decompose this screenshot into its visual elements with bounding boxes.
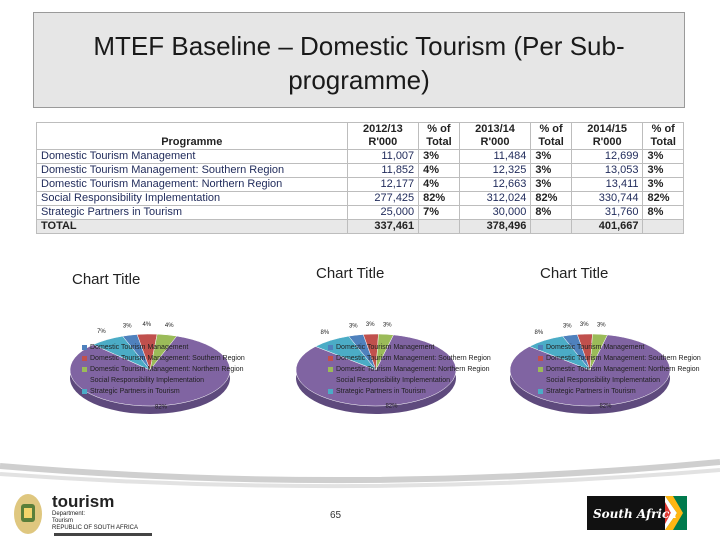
pie-data-label: 3% <box>596 322 606 329</box>
table-row <box>37 164 684 178</box>
pie-data-label: 8% <box>320 329 330 336</box>
pie-data-label: 7% <box>97 328 106 335</box>
pie-data-label: 3% <box>122 323 132 330</box>
legend-label: Domestic Tourism Management: Northern Region <box>90 366 244 373</box>
cell-percent: 3% <box>643 178 684 192</box>
legend-label: Domestic Tourism Management: Northern Region <box>336 366 490 373</box>
dept-line-3: REPUBLIC OF SOUTH AFRICA <box>52 525 139 531</box>
pie-data-label: 82% <box>599 403 612 410</box>
col-header-2012: 2012/13 R'000 <box>347 123 419 150</box>
table-row <box>37 178 684 192</box>
cell-percent: 3% <box>531 164 572 178</box>
col-header-pct-2012: % of Total <box>419 123 460 150</box>
legend-label: Strategic Partners in Tourism <box>336 388 426 395</box>
cell-percent: 3% <box>643 164 684 178</box>
cell-amount: 277,425 <box>347 192 419 206</box>
legend-swatch <box>538 356 543 361</box>
pie-data-label: 4% <box>142 322 152 329</box>
table-row <box>37 192 684 206</box>
legend-entry <box>328 386 491 397</box>
dept-line-1: Department: <box>52 511 86 517</box>
cell-percent: 7% <box>419 206 460 220</box>
cell-amount: 337,461 <box>347 220 419 234</box>
legend-swatch <box>82 345 87 350</box>
cell-amount: 25,000 <box>347 206 419 220</box>
pie-data-label: 82% <box>155 404 168 411</box>
dept-line-2: Tourism <box>52 518 74 524</box>
legend-swatch <box>82 367 87 372</box>
legend-label: Domestic Tourism Management: Northern Region <box>546 366 700 373</box>
pie-data-label: 3% <box>562 323 572 330</box>
pie-data-label: 4% <box>164 323 174 330</box>
cell-amount: 378,496 <box>459 220 531 234</box>
cell-amount: 11,484 <box>459 150 531 164</box>
cell-amount: 401,667 <box>571 220 643 234</box>
legend-label: Social Responsibility Implementation <box>90 377 204 384</box>
south-africa-logo-text: South Africa <box>593 507 678 521</box>
pie-data-label: 3% <box>382 322 392 329</box>
col-header-2014: 2014/15 R'000 <box>571 123 643 150</box>
cell-amount: 12,325 <box>459 164 531 178</box>
legend-entry <box>538 353 701 364</box>
cell-amount: 12,663 <box>459 178 531 192</box>
cell-percent <box>531 220 572 234</box>
cell-percent: 8% <box>643 206 684 220</box>
table-total-row <box>37 220 684 234</box>
legend-label: Domestic Tourism Management: Southern Region <box>90 355 245 362</box>
cell-percent: 3% <box>531 178 572 192</box>
legend-swatch <box>328 378 333 383</box>
legend-label: Social Responsibility Implementation <box>546 377 660 384</box>
col-header-2013: 2013/14 R'000 <box>459 123 531 150</box>
legend-swatch <box>538 367 543 372</box>
legend-entry <box>538 364 701 375</box>
legend-entry <box>328 375 491 386</box>
chart-3-title: Chart Title <box>540 265 609 282</box>
cell-amount: 13,053 <box>571 164 643 178</box>
legend-label: Strategic Partners in Tourism <box>546 388 636 395</box>
legend-entry <box>538 375 701 386</box>
cell-amount: 13,411 <box>571 178 643 192</box>
cell-amount: 30,000 <box>459 206 531 220</box>
slide-title-box <box>33 12 685 108</box>
cell-percent: 4% <box>419 178 460 192</box>
legend-label: Strategic Partners in Tourism <box>90 388 180 395</box>
cell-percent: 4% <box>419 164 460 178</box>
page-number: 65 <box>330 510 342 521</box>
cell-percent: 8% <box>531 206 572 220</box>
pie-data-label: 3% <box>579 322 589 329</box>
chart-2-legend <box>328 342 491 397</box>
pie-data-label: 3% <box>365 322 375 329</box>
cell-percent: 82% <box>643 192 684 206</box>
col-header-pct-2013: % of Total <box>531 123 572 150</box>
cell-programme: Social Responsibility Implementation <box>37 192 348 206</box>
legend-label: Social Responsibility Implementation <box>336 377 450 384</box>
legend-label: Domestic Tourism Management <box>336 344 435 351</box>
chart-2-title: Chart Title <box>316 265 385 282</box>
legend-swatch <box>328 356 333 361</box>
legend-entry <box>82 353 245 364</box>
slide-title: MTEF Baseline – Domestic Tourism (Per Sub-programme) <box>93 31 625 95</box>
chart-3-legend <box>538 342 701 397</box>
cell-programme: Domestic Tourism Management <box>37 150 348 164</box>
cell-amount: 11,007 <box>347 150 419 164</box>
cell-amount: 12,177 <box>347 178 419 192</box>
cell-percent: 3% <box>419 150 460 164</box>
legend-entry <box>538 342 701 353</box>
legend-swatch <box>328 389 333 394</box>
legend-entry <box>82 364 245 375</box>
legend-entry <box>82 386 245 397</box>
legend-entry <box>538 386 701 397</box>
pie-data-label: 82% <box>385 403 398 410</box>
legend-label: Domestic Tourism Management: Southern Region <box>546 355 701 362</box>
col-header-programme: Programme <box>37 123 348 150</box>
cell-percent <box>643 220 684 234</box>
cell-amount: 330,744 <box>571 192 643 206</box>
col-header-pct-2014: % of Total <box>643 123 684 150</box>
legend-swatch <box>328 345 333 350</box>
legend-entry <box>328 364 491 375</box>
budget-table <box>36 122 684 234</box>
legend-label: Domestic Tourism Management: Southern Region <box>336 355 491 362</box>
legend-entry <box>82 375 245 386</box>
legend-swatch <box>538 389 543 394</box>
legend-entry <box>328 342 491 353</box>
tourism-brand: tourism <box>52 492 115 511</box>
cell-programme: Strategic Partners in Tourism <box>37 206 348 220</box>
legend-entry <box>328 353 491 364</box>
legend-swatch <box>82 378 87 383</box>
south-africa-logo <box>587 494 687 534</box>
legend-label: Domestic Tourism Management <box>546 344 645 351</box>
chart-1-title: Chart Title <box>72 271 141 288</box>
legend-entry <box>82 342 245 353</box>
cell-amount: 11,852 <box>347 164 419 178</box>
cell-amount: 12,699 <box>571 150 643 164</box>
pie-data-label: 3% <box>348 323 358 330</box>
table-row <box>37 150 684 164</box>
cell-programme: Domestic Tourism Management: Northern Region <box>37 178 348 192</box>
cell-percent: 82% <box>419 192 460 206</box>
cell-percent: 82% <box>531 192 572 206</box>
cell-programme: Domestic Tourism Management: Southern Region <box>37 164 348 178</box>
dept-text <box>52 511 138 532</box>
cell-percent: 3% <box>643 150 684 164</box>
cell-amount: 312,024 <box>459 192 531 206</box>
chart-1-legend <box>82 342 245 397</box>
cell-amount: 31,760 <box>571 206 643 220</box>
legend-swatch <box>538 378 543 383</box>
legend-swatch <box>328 367 333 372</box>
cell-programme: TOTAL <box>37 220 348 234</box>
cell-percent: 3% <box>531 150 572 164</box>
legend-label: Domestic Tourism Management <box>90 344 189 351</box>
legend-swatch <box>82 389 87 394</box>
legend-swatch <box>82 356 87 361</box>
legend-swatch <box>538 345 543 350</box>
pie-data-label: 8% <box>534 329 544 336</box>
table-header-row <box>37 123 684 150</box>
footer-swoosh <box>0 456 720 490</box>
cell-percent <box>419 220 460 234</box>
table-row <box>37 206 684 220</box>
